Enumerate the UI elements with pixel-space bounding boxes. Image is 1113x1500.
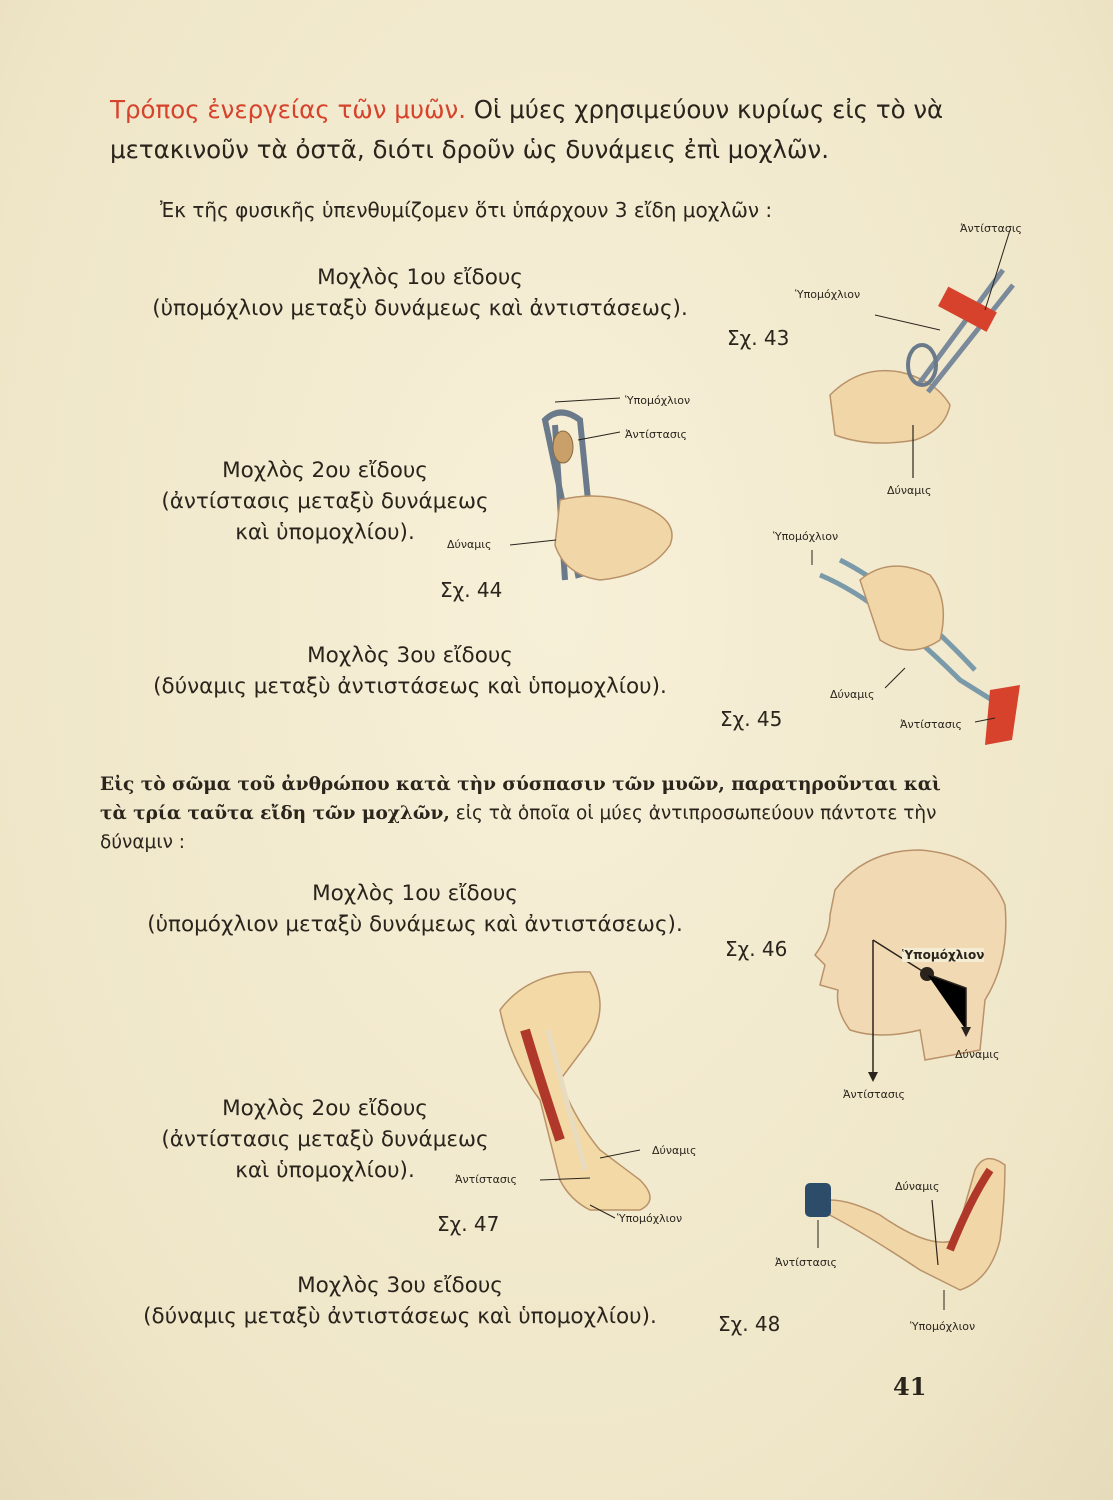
figure-46-caption: Σχ. 46 bbox=[725, 937, 788, 961]
lever-2b-desc-2: καὶ ὑπομοχλίου). bbox=[235, 1158, 415, 1183]
intro-text: Οἱ μύες χρησιμεύουν κυρίως εἰς τὸ νὰ μετακινοῦν τὰ ὀστᾶ, διότι δροῦν ὡς δυνάμεις ἐπὶ μοχλῶν. bbox=[110, 95, 944, 164]
fig46-fulcrum-label: Ὑπομόχλιον bbox=[902, 948, 985, 962]
fig46-force-label: Δύναμις bbox=[955, 1048, 1000, 1061]
page-number: 41 bbox=[893, 1372, 927, 1401]
lever-2b-desc-1: (ἀντίστασις μεταξὺ δυνάμεως bbox=[161, 1127, 489, 1152]
lever-1-title: Μοχλὸς 1ου εἴδους bbox=[317, 265, 523, 290]
lever-3b-title: Μοχλὸς 3ου εἴδους bbox=[297, 1273, 503, 1298]
fig48-force-label: Δύναμις bbox=[895, 1180, 940, 1193]
fig47-fulcrum-label: Ὑπομόχλιον bbox=[617, 1212, 683, 1225]
fig48-fulcrum-label: Ὑπομόχλιον bbox=[910, 1320, 976, 1333]
fig47-resistance-label: Ἀντίστασις bbox=[455, 1173, 518, 1186]
fig45-resistance-label: Ἀντίστασις bbox=[900, 718, 963, 731]
lever-2b-title: Μοχλὸς 2ου εἴδους bbox=[222, 1096, 428, 1121]
figure-43-caption: Σχ. 43 bbox=[727, 326, 790, 350]
figure-47-caption: Σχ. 47 bbox=[437, 1212, 500, 1236]
lever-3-title: Μοχλὸς 3ου εἴδους bbox=[307, 643, 513, 668]
figure-44-caption: Σχ. 44 bbox=[440, 578, 503, 602]
fig43-force-label: Δύναμις bbox=[887, 484, 932, 497]
tongs-hand-illustration bbox=[812, 550, 1020, 745]
body-bold-text: Εἰς τὸ σῶμα τοῦ ἀνθρώπου κατὰ τὴν σύσπασιν τῶν μυῶν, παρατηροῦνται καὶ τὰ τρία ταῦτα εἴδη τῶν μοχλῶν, bbox=[100, 774, 941, 824]
fig45-fulcrum-label: Ὑπομόχλιον bbox=[773, 530, 839, 543]
fig43-resistance-label: Ἀντίστασις bbox=[960, 222, 1023, 235]
lever-3b-desc: (δύναμις μεταξὺ ἀντιστάσεως καὶ ὑπομοχλίου). bbox=[143, 1304, 657, 1329]
fig44-resistance-label: Ἀντίστασις bbox=[625, 428, 688, 441]
fig47-force-label: Δύναμις bbox=[652, 1144, 697, 1157]
lever-2-title: Μοχλὸς 2ου εἴδους bbox=[222, 458, 428, 483]
lever-3-desc: (δύναμις μεταξὺ ἀντιστάσεως καὶ ὑπομοχλίου). bbox=[153, 674, 667, 699]
fig44-force-label: Δύναμις bbox=[447, 538, 492, 551]
lever-1b-desc: (ὑπομόχλιον μεταξὺ δυνάμεως καὶ ἀντιστάσεως). bbox=[147, 912, 683, 937]
fig44-fulcrum-label: Ὑπομόχλιον bbox=[625, 394, 691, 407]
figure-48-caption: Σχ. 48 bbox=[718, 1312, 781, 1336]
lead-sentence: Ἐκ τῆς φυσικῆς ὑπενθυμίζομεν ὅτι ὑπάρχουν 3 εἴδη μοχλῶν : bbox=[160, 198, 773, 222]
body-text: εἰς τὰ ὁποῖα οἱ μύες ἀντιπροσωπεύουν πάντοτε τὴν δύναμιν : bbox=[100, 803, 937, 853]
figure-45-caption: Σχ. 45 bbox=[720, 707, 783, 731]
lever-2-desc-2: καὶ ὑπομοχλίου). bbox=[235, 520, 415, 545]
nutcracker-hand-illustration bbox=[510, 398, 672, 580]
leg-illustration bbox=[500, 972, 650, 1218]
lever-2-desc-1: (ἀντίστασις μεταξὺ δυνάμεως bbox=[161, 489, 489, 514]
fig48-resistance-label: Ἀντίστασις bbox=[775, 1256, 838, 1269]
section-heading: Τρόπος ἐνεργείας τῶν μυῶν. bbox=[110, 95, 466, 124]
fig46-resistance-label: Ἀντίστασις bbox=[843, 1088, 906, 1101]
lever-1-desc: (ὑπομόχλιον μεταξὺ δυνάμεως καὶ ἀντιστάσεως). bbox=[152, 296, 688, 321]
fig43-fulcrum-label: Ὑπομόχλιον bbox=[795, 288, 861, 301]
scissors-hand-illustration bbox=[830, 230, 1013, 478]
lever-1b-title: Μοχλὸς 1ου εἴδους bbox=[312, 881, 518, 906]
fig45-force-label: Δύναμις bbox=[830, 688, 875, 701]
